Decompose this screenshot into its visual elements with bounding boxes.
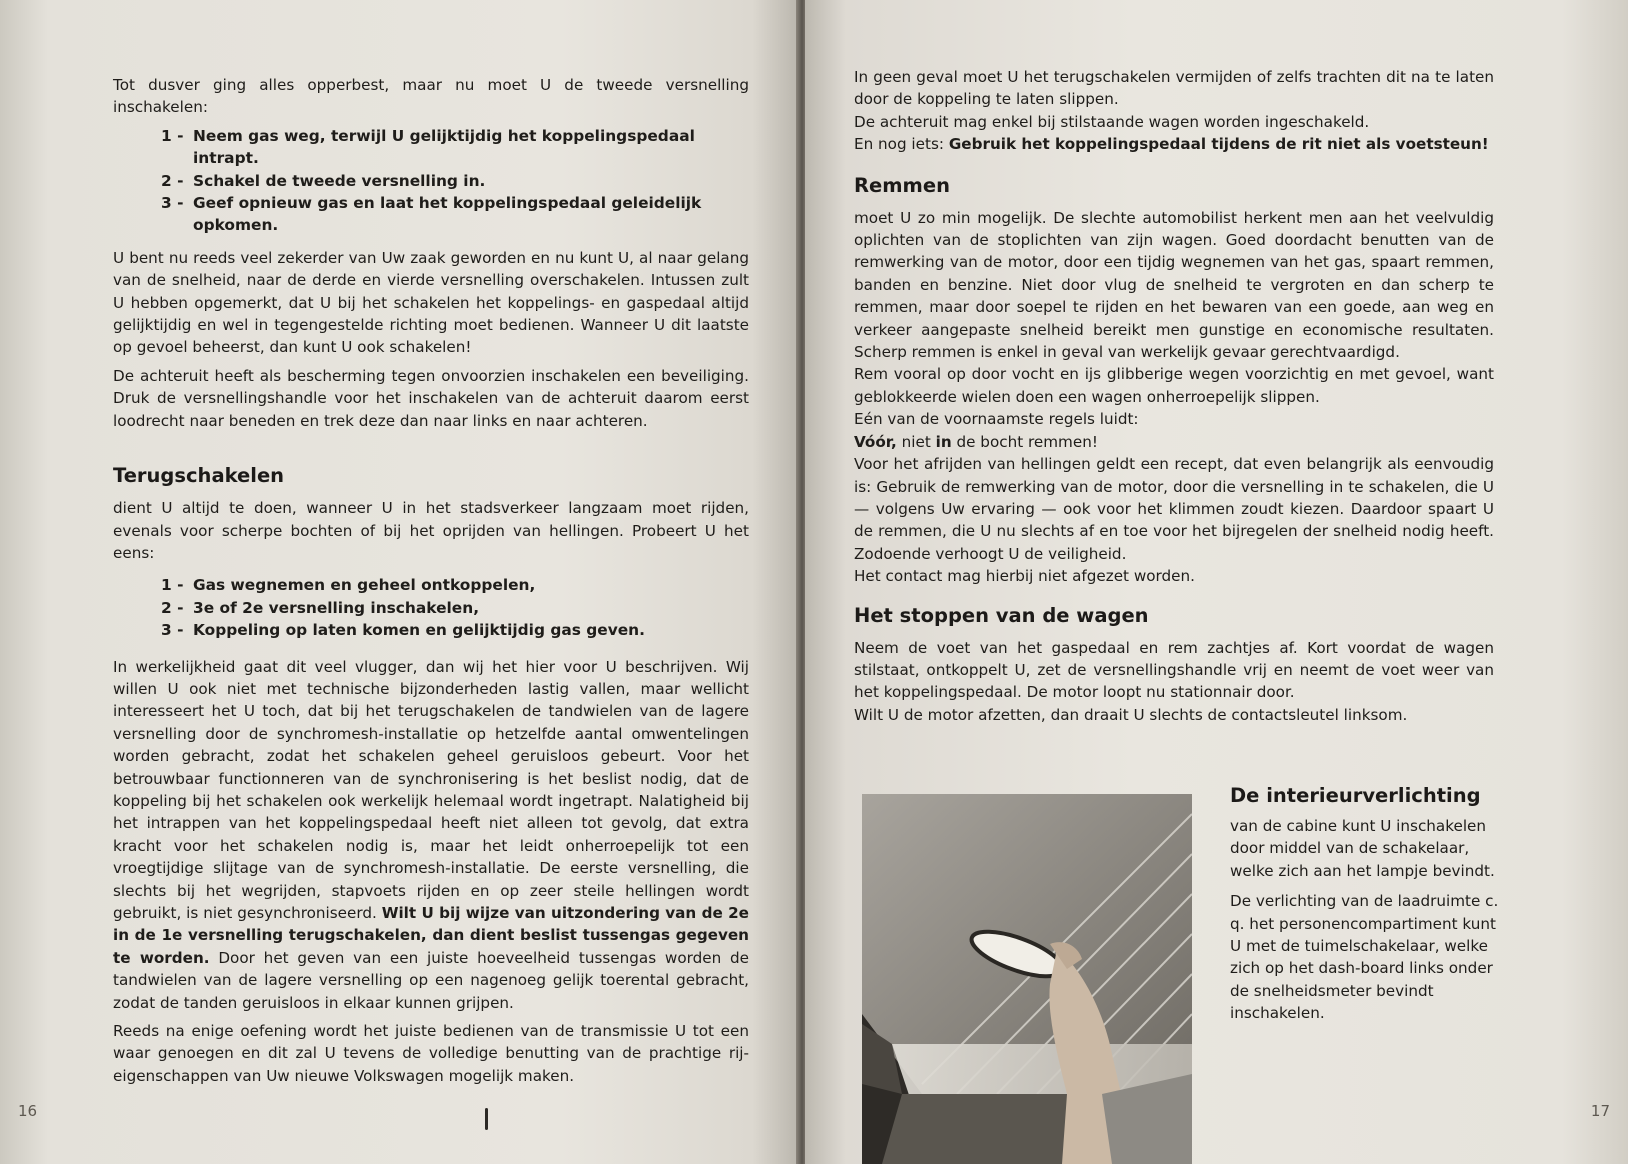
binding-mark <box>485 1108 488 1130</box>
body-paragraph: En nog iets: Gebruik het koppelingspedaal tijdens de rit niet als voetsteun! <box>854 135 1489 154</box>
list-item: 1 - Neem gas weg, terwijl U gelijktijdig het koppelingspedaal intrapt. <box>161 126 695 168</box>
body-paragraph: Neem de voet van het gaspedaal en rem zachtjes af. Kort voordat de wagen stilstaat, ontkoppelt U, zet de versnellingshandle vrij en neemt de voet weer van het koppelingspedaal. De motor loopt nu stationnair door. <box>854 638 1494 702</box>
body-paragraph: Voor het afrijden van hellingen geldt een recept, dat even belangrijk als eenvoudig is: Gebruik de remwerking van de motor, door die versnelling in te schakelen, die U — volgens Uw ervaring — ook voor het klimmen zoudt kiezen. Daardoor spaart U de remmen, die U nu slechts af en toe voor het bijregelen der snelheid nodig heeft. Zodoende verhoogt U de veiligheid. <box>854 455 1494 563</box>
body-paragraph: Rem vooral op door vocht en ijs glibberige wegen voorzichtig en met gevoel, want geblokkeerde wielen doen een wagen onherroepelijk slippen. <box>854 365 1494 406</box>
body-paragraph: De verlichting van de laadruimte c. q. het personencompartiment kunt U met de tuimelschakelaar, welke zich op het dash-board links onder de snelheidsmeter bevindt inschakelen. <box>1230 892 1499 1023</box>
section-heading-interieur: De interieurverlichting <box>1230 784 1481 807</box>
section-heading-stoppen: Het stoppen van de wagen <box>854 603 1149 627</box>
interior-lighting-column <box>1230 784 1500 1025</box>
page-number-left: 16 <box>18 1102 38 1120</box>
body-paragraph: U bent nu reeds veel zekerder van Uw zaak geworden en nu kunt U, al naar gelang van de snelheid, naar de derde en vierde versnelling overschakelen. Intussen zult U hebben opgemerkt, dat U bij het schakelen het koppelings- en gaspedaal altijd gelijktijdig en wel in tegengestelde richting moet bedienen. Wanneer U dit laatste op gevoel beheerst, dan kunt U ook schakelen! <box>113 248 749 357</box>
section-heading-terugschakelen: Terugschakelen <box>113 464 285 488</box>
rule-line: Vóór, niet in de bocht remmen! <box>854 432 1098 451</box>
body-paragraph: De achteruit heeft als bescherming tegen onvoorzien inschakelen een beveiliging. Druk de versnellingshandle voor het inschakelen van de achteruit daarom eerst loodrecht naar beneden en trek deze dan naar links en naar achteren. <box>113 366 749 430</box>
intro-paragraph: Tot dusver ging alles opperbest, maar nu moet U de tweede versnelling inschakelen: <box>113 76 749 117</box>
left-page <box>0 0 800 1164</box>
right-page <box>805 0 1628 1164</box>
section-heading-remmen: Remmen <box>854 173 950 197</box>
right-page-content <box>854 66 1494 726</box>
list-item: 2 - 3e of 2e versnelling inschakelen, <box>161 598 480 617</box>
body-paragraph: Het contact mag hierbij niet afgezet worden. <box>854 567 1195 586</box>
body-paragraph: Reeds na enige oefening wordt het juiste bedienen van de transmissie U tot een waar genoegen en dit zal U tevens de volledige benutting van de prachtige rij-eigenschappen van Uw nieuwe Volkswagen mogelijk maken. <box>113 1022 749 1085</box>
body-paragraph: Wilt U de motor afzetten, dan draait U slechts de contactsleutel linksom. <box>854 705 1408 724</box>
body-paragraph: Eén van de voornaamste regels luidt: <box>854 410 1139 429</box>
body-paragraph: In geen geval moet U het terugschakelen vermijden of zelfs trachten dit na te laten door de koppeling te laten slippen. <box>854 68 1494 109</box>
left-page-content <box>113 74 749 1087</box>
body-paragraph: dient U altijd te doen, wanneer U in het stadsverkeer langzaam moet rijden, evenals voor scherpe bochten of bij het oprijden van hellingen. Probeert U het eens: <box>113 499 749 562</box>
interior-light-illustration <box>862 794 1192 1164</box>
body-paragraph: In werkelijkheid gaat dit veel vlugger, dan wij het hier voor U beschrijven. Wij willen U ook niet met technische bijzonderheden lastig vallen, maar wellicht interesseert het U toch, dat bij het terugschakelen de tandwielen van de lagere versnelling door de synchromesh-installatie op hetzelfde aantal omwentelingen worden gebracht, zodat het schakelen geheel geruisloos gebeurt. Voor het betrouwbaar functionneren van de synchronisering is het beslist nodig, dat de koppeling bij het schakelen ook werkelijk helemaal wordt ingetrapt. Nalatigheid bij het intrappen van het koppelingspedaal heeft niet alleen tot gevolg, dat extra kracht voor het schakelen nodig is, maar het leidt onherroepelijk tot een vroegtijdige slijtage van de synchromesh-installatie. De eerste versnelling, die slechts bij het wegrijden, stapvoets rijden en op zeer steile hellingen wordt gebruikt, is niet gesynchroniseerd. Wilt U bij wijze van uitzondering van de 2e in de 1e versnelling terugschakelen, dan dient beslist tussengas gegeven te worden. Door het geven van een juiste hoeveelheid tussengas worden de tandwielen van de lagere versnelling op een nagenoeg gelijk toerental gebracht, zodat de tanden geruisloos in elkaar kunnen grijpen. <box>113 657 750 1012</box>
list-item: 1 - Gas wegnemen en geheel ontkoppelen, <box>161 576 536 595</box>
page-number-right: 17 <box>1590 1102 1610 1120</box>
body-paragraph: moet U zo min mogelijk. De slechte automobilist herkent men aan het veelvuldig oplichten van de stoplichten van zijn wagen. Goed doordacht benutten van de remwerking van de motor, door een tijdig wegnemen van het gas, spaart remmen, banden en benzine. Niet door vlug de snelheid te vergroten en dan scherp te remmen, maar door soepel te rijden en het bewaren van een goede, aan weg en verkeer aangepaste snelheid bereikt men gunstige en economische resultaten. Scherp remmen is enkel in geval van werkelijk gevaar gerechtvaardigd. <box>854 208 1494 362</box>
body-paragraph: van de cabine kunt U inschakelen door middel van de schakelaar, welke zich aan het lampje bevindt. <box>1230 817 1495 880</box>
list-item: 3 - Koppeling op laten komen en gelijktijdig gas geven. <box>161 621 645 640</box>
list-item: 3 - Geef opnieuw gas en laat het koppelingspedaal geleidelijk opkomen. <box>161 194 702 235</box>
body-paragraph: De achteruit mag enkel bij stilstaande wagen worden ingeschakeld. <box>854 112 1370 131</box>
interior-light-photo <box>862 794 1192 1164</box>
shift-steps-list <box>113 125 749 237</box>
list-item: 2 - Schakel de tweede versnelling in. <box>161 171 486 190</box>
downshift-steps-list <box>113 574 749 641</box>
